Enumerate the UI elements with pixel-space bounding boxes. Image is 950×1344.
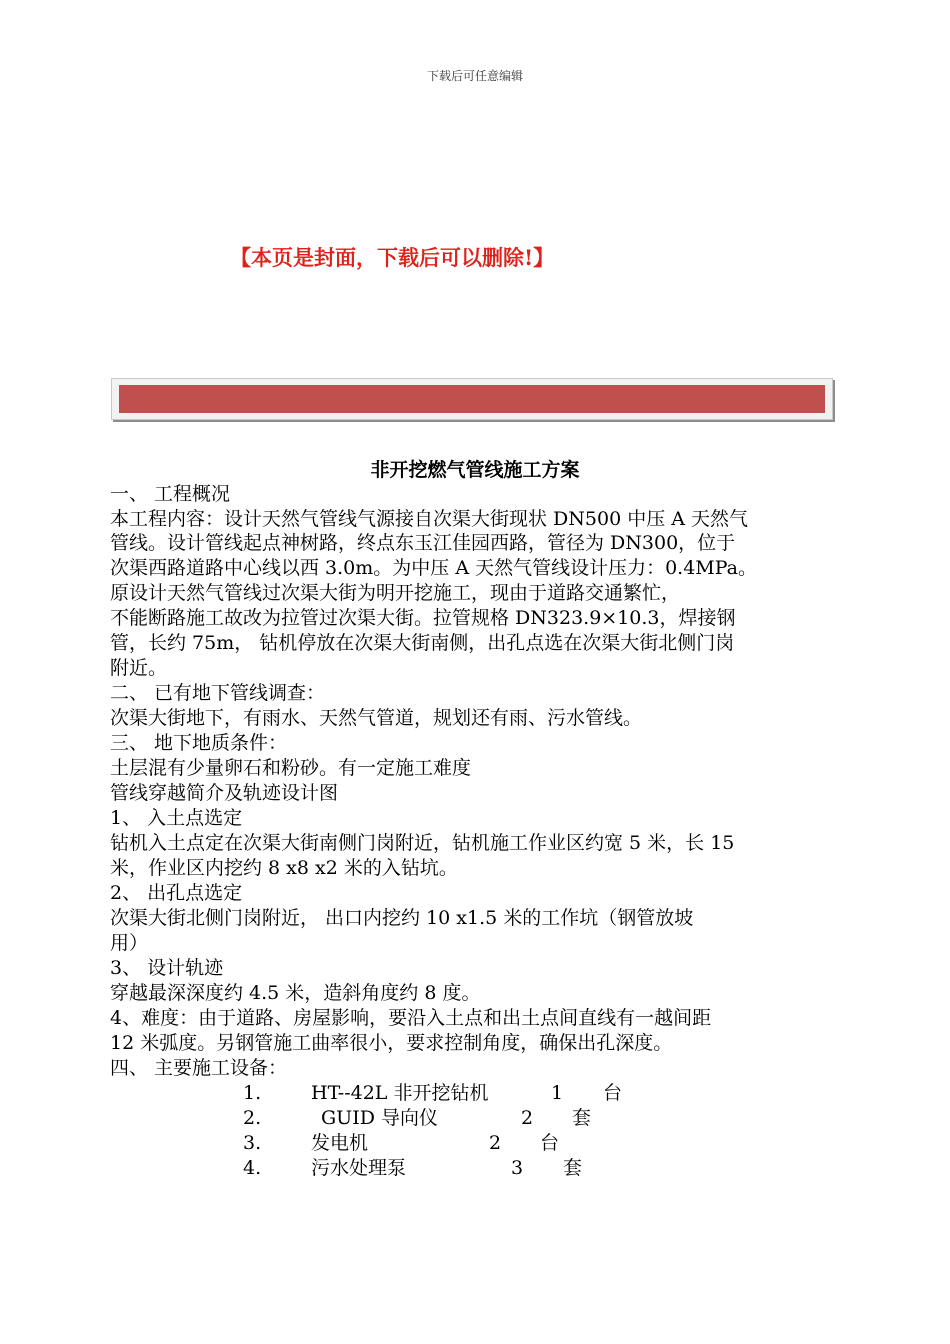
equipment-qty: 2 [521, 1107, 534, 1129]
equipment-number: 3. [243, 1132, 262, 1154]
item-heading-2: 2、 出孔点选定 [110, 882, 243, 904]
equipment-qty: 3 [511, 1157, 524, 1179]
equipment-name: 发电机 [311, 1132, 369, 1154]
paragraph-line: 本工程内容：设计天然气管线气源接自次渠大街现状 DN500 中压 A 天然气 [110, 508, 749, 530]
equipment-number: 1. [243, 1082, 262, 1104]
document-title: 非开挖燃气管线施工方案 [370, 459, 580, 481]
banner-red-bar [119, 385, 825, 413]
section-heading-2: 二、 已有地下管线调查： [110, 682, 326, 704]
paragraph-line: 钻机入土点定在次渠大街南侧门岗附近，钻机施工作业区约宽 5 米，长 15 [110, 832, 735, 854]
paragraph-line: 穿越最深深度约 4.5 米，造斜角度约 8 度。 [110, 982, 481, 1004]
section-heading-4: 四、 主要施工设备： [110, 1057, 288, 1079]
section-heading-1: 一、 工程概况 [110, 483, 231, 505]
paragraph-line: 次渠大街北侧门岗附近， 出口内挖约 10 x1.5 米的工作坑（钢管放坡 [110, 907, 694, 929]
equipment-name: GUID 导向仪 [321, 1107, 438, 1129]
equipment-name: 污水处理泵 [311, 1157, 407, 1179]
decorative-banner [111, 378, 833, 420]
equipment-qty: 1 [551, 1082, 564, 1104]
equipment-unit: 台 [603, 1082, 623, 1104]
equipment-name: HT--42L 非开挖钻机 [311, 1082, 489, 1104]
paragraph-line: 管，长约 75m， 钻机停放在次渠大街南侧，出孔点选在次渠大街北侧门岗 [110, 632, 735, 654]
paragraph-line: 次渠大街地下，有雨水、天然气管道，规划还有雨、污水管线。 [110, 707, 643, 729]
paragraph-line: 12 米弧度。另钢管施工曲率很小，要求控制角度，确保出孔深度。 [110, 1032, 673, 1054]
paragraph-line: 原设计天然气管线过次渠大街为明开挖施工，现由于道路交通繁忙， [110, 582, 681, 604]
item-heading-1: 1、 入土点选定 [110, 807, 243, 829]
paragraph-line: 4、难度：由于道路、房屋影响，要沿入土点和出土点间直线有一越间距 [110, 1007, 712, 1029]
paragraph-line: 附近。 [110, 657, 168, 679]
equipment-unit: 套 [563, 1157, 583, 1179]
item-heading-3: 3、 设计轨迹 [110, 957, 224, 979]
header-note: 下载后可任意编辑 [426, 69, 523, 83]
section-heading-3: 三、 地下地质条件： [110, 732, 288, 754]
equipment-unit: 套 [572, 1107, 592, 1129]
paragraph-line: 用） [110, 932, 149, 954]
equipment-list [0, 1081, 950, 1191]
equipment-qty: 2 [489, 1132, 502, 1154]
paragraph-line: 管线。设计管线起点神树路，终点东玉江佳园西路，管径为 DN300，位于 [110, 532, 736, 554]
paragraph-line: 次渠西路道路中心线以西 3.0m。为中压 A 天然气管线设计压力：0.4MPa。 [110, 557, 758, 579]
cover-notice: 【本页是封面，下载后可以删除!】 [230, 245, 555, 270]
paragraph-line: 米，作业区内挖约 8 x8 x2 米的入钻坑。 [110, 857, 458, 879]
equipment-unit: 台 [540, 1132, 560, 1154]
paragraph-line: 不能断路施工故改为拉管过次渠大街。拉管规格 DN323.9×10.3，焊接钢 [110, 607, 736, 629]
equipment-number: 2. [243, 1107, 262, 1129]
subsection-heading: 管线穿越简介及轨迹设计图 [110, 782, 339, 804]
equipment-number: 4. [243, 1157, 262, 1179]
paragraph-line: 土层混有少量卵石和粉砂。有一定施工难度 [110, 757, 472, 779]
